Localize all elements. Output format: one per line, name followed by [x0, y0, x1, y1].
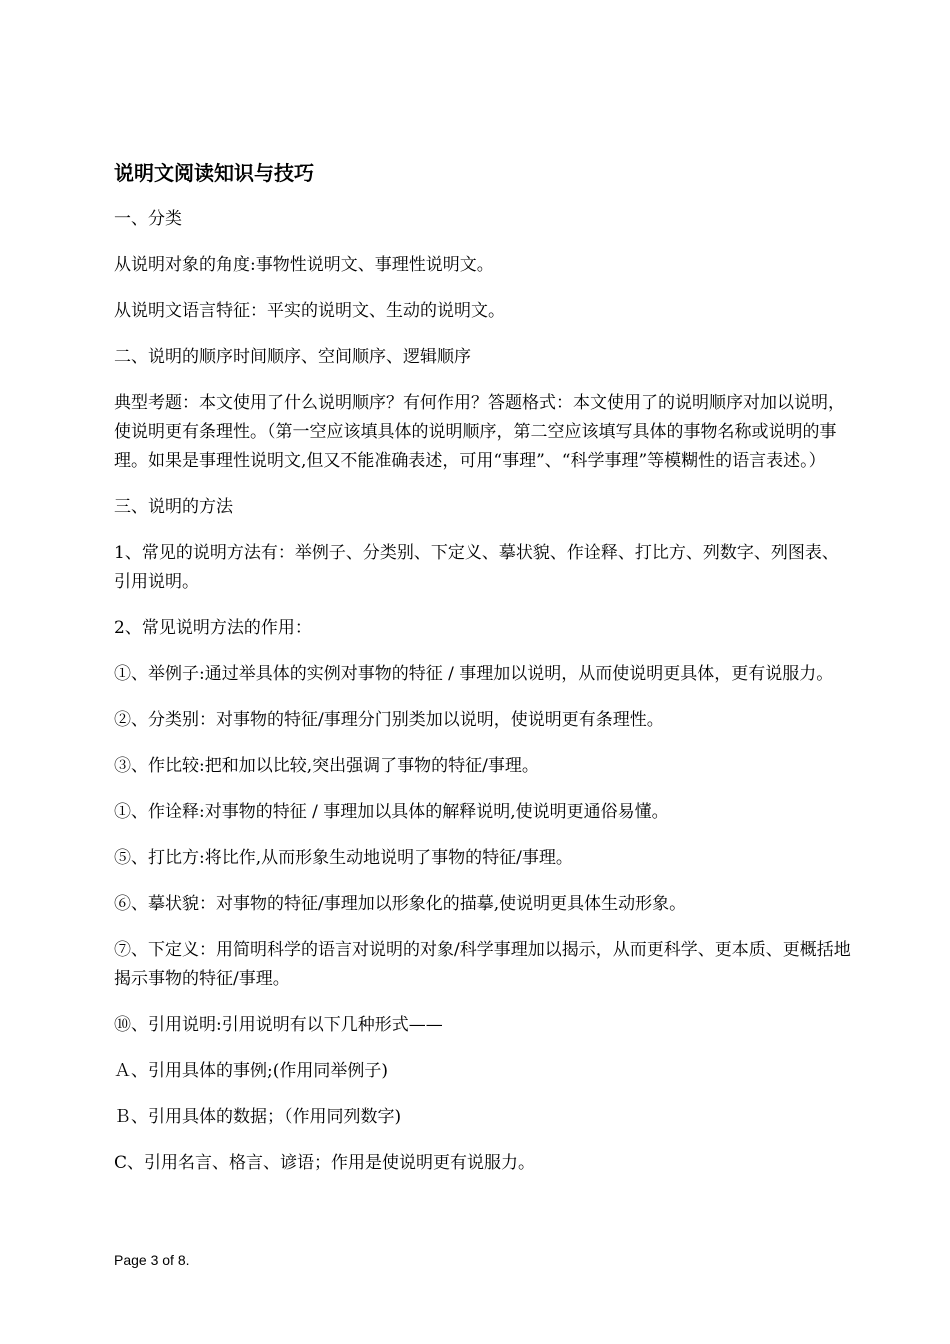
list-item: ①、举例子:通过举具体的实例对事物的特征 / 事理加以说明，从而使说明更具体，更有说服力。 [114, 664, 834, 684]
list-item: ②、分类别：对事物的特征/事理分门别类加以说明，使说明更有条理性。 [114, 710, 664, 730]
heading-classification: 一、分类 [114, 209, 182, 229]
list-item: C、引用名言、格言、谚语；作用是使说明更有说服力。 [114, 1153, 536, 1173]
paragraph: 从说明文语言特征：平实的说明文、生动的说明文。 [114, 301, 505, 321]
paragraph: 典型考题：本文使用了什么说明顺序？有何作用？答题格式：本文使用了的说明顺序对加以说明，使说明更有条理性。（第一空应该填具体的说明顺序，第二空应该填写具体的事物名称或说明的事理。如果是事理性说明文,但又不能准确表述，可用“事理”、“科学事理”等模糊性的语言表述。） [114, 393, 845, 471]
list-item: Ａ、引用具体的事例;(作用同举例子) [114, 1061, 388, 1081]
list-item: ⑩、引用说明:引用说明有以下几种形式—— [114, 1015, 443, 1035]
paragraph: 从说明对象的角度:事物性说明文、事理性说明文。 [114, 255, 494, 275]
paragraph: 2、常见说明方法的作用： [114, 618, 312, 638]
list-item: ①、作诠释:对事物的特征 / 事理加以具体的解释说明,使说明更通俗易懂。 [114, 802, 669, 822]
list-item: ⑦、下定义：用简明科学的语言对说明的对象/科学事理加以揭示，从而更科学、更本质、更概括地揭示事物的特征/事理。 [114, 940, 851, 989]
list-item: ⑥、摹状貌：对事物的特征/事理加以形象化的描摹,使说明更具体生动形象。 [114, 894, 687, 914]
list-item: ③、作比较:把和加以比较,突出强调了事物的特征/事理。 [114, 756, 539, 776]
paragraph: 1、常见的说明方法有：举例子、分类别、下定义、摹状貌、作诠释、打比方、列数字、列图表、引用说明。 [114, 543, 839, 592]
list-item: Ｂ、引用具体的数据；（作用同列数字) [114, 1107, 402, 1127]
heading-methods: 三、说明的方法 [114, 497, 233, 517]
document-title: 说明文阅读知识与技巧 [114, 161, 314, 185]
list-item: ⑤、打比方:将比作,从而形象生动地说明了事物的特征/事理。 [114, 848, 573, 868]
page-number-footer: Page 3 of 8. [114, 1252, 190, 1268]
heading-order: 二、说明的顺序时间顺序、空间顺序、逻辑顺序 [114, 347, 471, 367]
document-body [114, 158, 854, 1195]
